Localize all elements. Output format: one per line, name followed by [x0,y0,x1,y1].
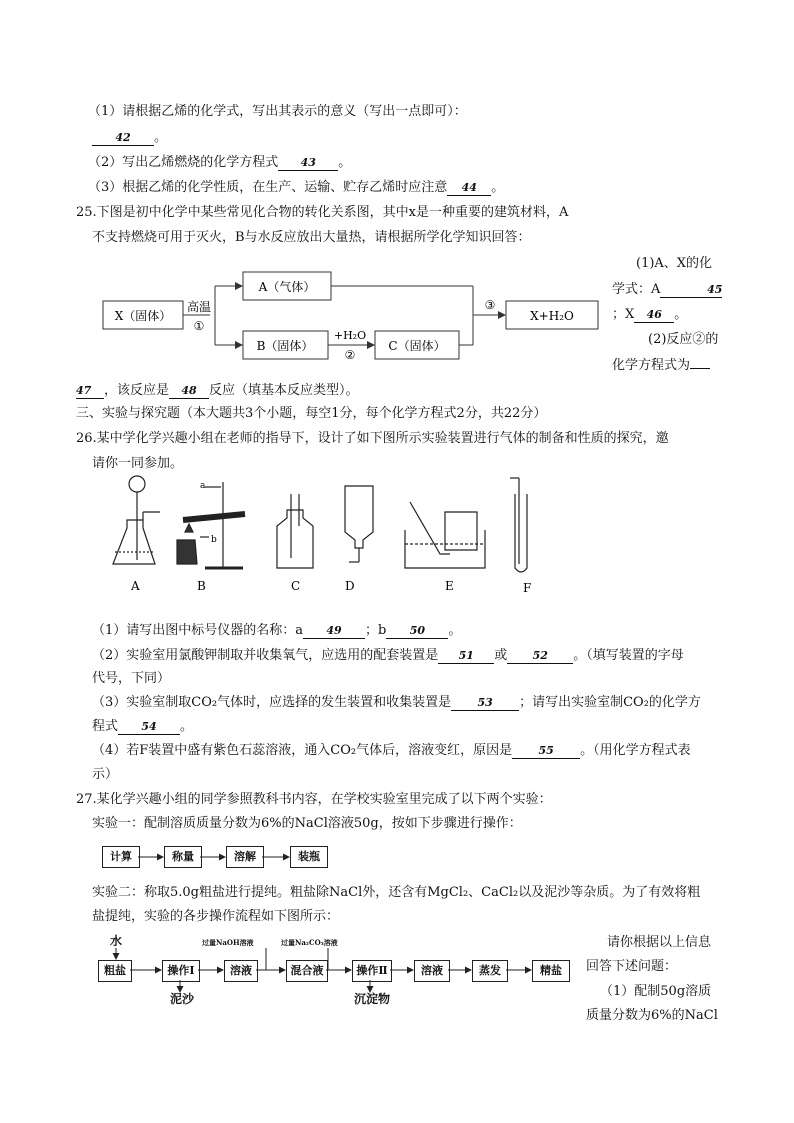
blank-48[interactable]: 48 [169,384,209,399]
box-x-label: X（固体） [114,309,172,323]
blank-54[interactable]: 54 [118,720,180,735]
box-c-label: C（固体） [388,339,446,353]
step2-condition: +H₂O [333,329,367,342]
q27-stem-line1: 27.某化学兴趣小组的同学参照教科书内容，在学校实验室里完成了以下两个实验： [76,792,552,807]
q25-stem-line2: 不支持燃烧可用于灭火，B与水反应放出大量热，请根据所学化学知识回答： [92,230,531,245]
flow1-step-2: 称量 [164,846,202,868]
apparatus-d [345,486,373,562]
flow2-step-3: 溶液 [224,960,258,982]
q26-apparatus-figure [105,472,555,600]
q25-conversion-diagram [95,263,605,363]
flow2-add-naoh: 过量NaOH溶液 [202,938,254,947]
box-a-label: A（气体） [258,280,316,294]
flow2-out-precipitate: 沉淀物 [354,992,391,1006]
blank-52[interactable]: 52 [507,649,573,664]
q24-answer-line: 42 。 [92,129,167,147]
q26-part2: （2）实验室用氯酸钾制取并收集氧气，应选用的配套装置是 51 或 52 。（填写装置的字母 [92,648,684,663]
q26-part4: （4）若F装置中盛有紫色石蕊溶液，通入CO₂气体后，溶液变红，原因是 55 。（用化学方程式表 [92,743,691,758]
q27-side-line4: 质量分数为6%的NaCl [586,1008,718,1023]
q25-stem-line1: 25.下图是初中化学中某些常见化合物的转化关系图，其中x是一种重要的建筑材料，A [76,205,569,220]
flow2-step-5: 操作Ⅱ [352,960,392,982]
blank-47-start [690,368,710,369]
q27-side-line3: （1）配制50g溶质 [600,984,712,999]
step2-number: ② [344,348,356,362]
q27-stem-line2: 实验一：配制溶质质量分数为6%的NaCl溶液50g，按如下步骤进行操作： [92,816,522,831]
label-a: a [200,481,206,491]
q24-part2: （2）写出乙烯燃烧的化学方程式 43 。 [88,155,352,170]
q26-part4-cont: 示） [92,767,119,782]
blank-50[interactable]: 50 [386,624,448,639]
q25-line3: 47 ，该反应是 48 反应（填基本反应类型）。 [76,383,359,398]
blank-49[interactable]: 49 [303,624,365,639]
apparatus-a [113,476,160,564]
q25-side-line2: 学式：A 45 [612,282,723,297]
step3-number: ③ [484,298,496,312]
q27-stem-line4: 盐提纯，实验的各步操作流程如下图所示： [92,909,340,924]
blank-42[interactable]: 42 [92,131,154,146]
q26-stem-line2: 请你一同参加。 [92,456,184,471]
apparatus-e [405,502,485,568]
blank-46[interactable]: 46 [634,308,674,323]
q27-side-line1: 请你根据以上信息 [607,935,712,950]
apparatus-label-d: D [345,579,355,593]
q25-side-line5: 化学方程式为 [612,357,710,375]
flow2-step-8: 精盐 [532,960,570,982]
flow2-step-7: 蒸发 [472,960,508,982]
q24-part1: （1）请根据乙烯的化学式，写出其表示的意义（写出一点即可）： [88,104,467,119]
section-3-heading: 三、实验与探究题（本大题共3个小题，每空1分，每个化学方程式2分，共22分） [76,406,547,421]
q24-part3: （3）根据乙烯的化学性质，在生产、运输、贮存乙烯时应注意 44 。 [88,180,505,195]
q25-side-line4: (2)反应②的 [648,332,719,347]
box-b-label: B（固体） [256,339,314,353]
flow1-step-1: 计算 [102,846,140,868]
blank-51[interactable]: 51 [438,649,494,664]
apparatus-label-c: C [291,579,301,593]
flow2-add-na2co3: 过量Na₂CO₃溶液 [281,938,338,947]
apparatus-label-e: E [445,579,454,593]
apparatus-b [177,482,245,568]
label-b: b [211,535,217,545]
blank-44[interactable]: 44 [447,181,491,196]
blank-47[interactable]: 47 [76,384,104,399]
flow2-step-6: 溶液 [414,960,450,982]
flow2-step-1: 粗盐 [98,960,132,982]
flow2-step-4: 混合液 [286,960,328,982]
q27-side-line2: 回答下述问题： [586,959,678,974]
blank-43[interactable]: 43 [278,156,338,171]
q25-side-line3: ；X 46 。 [612,307,688,322]
q25-side-line1: (1)A、X的化 [636,256,713,271]
apparatus-f [510,478,527,572]
flow1-arrows [138,846,294,868]
apparatus-label-a: A [131,579,140,593]
apparatus-c [277,494,313,568]
q27-stem-line3: 实验二：称取5.0g粗盐进行提纯。粗盐除NaCl外，还含有MgCl₂、CaCl₂以及泥沙等杂质。为了有效将粗 [92,885,701,900]
flow2-water-label: 水 [110,934,123,948]
apparatus-label-f: F [523,581,532,595]
q26-part3-cont: 程式 54 。 [92,719,194,734]
flow1-step-4: 装瓶 [290,846,328,868]
q26-part1: （1）请写出图中标号仪器的名称：a 49 ；b 50 。 [92,623,462,638]
flow1-step-3: 溶解 [226,846,264,868]
blank-45[interactable]: 45 [660,283,722,298]
box-xh-label: X+H₂O [530,309,574,323]
q26-part3: （3）实验室制取CO₂气体时，应选择的发生装置和收集装置是 53 ；请写出实验室制CO₂的化学方 [92,695,701,710]
blank-55[interactable]: 55 [512,744,580,759]
step1-condition: 高温 [186,300,212,314]
apparatus-label-b: B [197,579,206,593]
q26-stem-line1: 26.某中学化学兴趣小组在老师的指导下，设计了如下图所示实验装置进行气体的制备和性质的探究，邀 [76,431,669,446]
blank-53[interactable]: 53 [451,696,519,711]
flow2-out-sand: 泥沙 [170,992,195,1006]
step1-number: ① [193,319,205,333]
flow2-step-2: 操作Ⅰ [162,960,200,982]
q26-part2-cont: 代号，下同） [92,671,171,686]
